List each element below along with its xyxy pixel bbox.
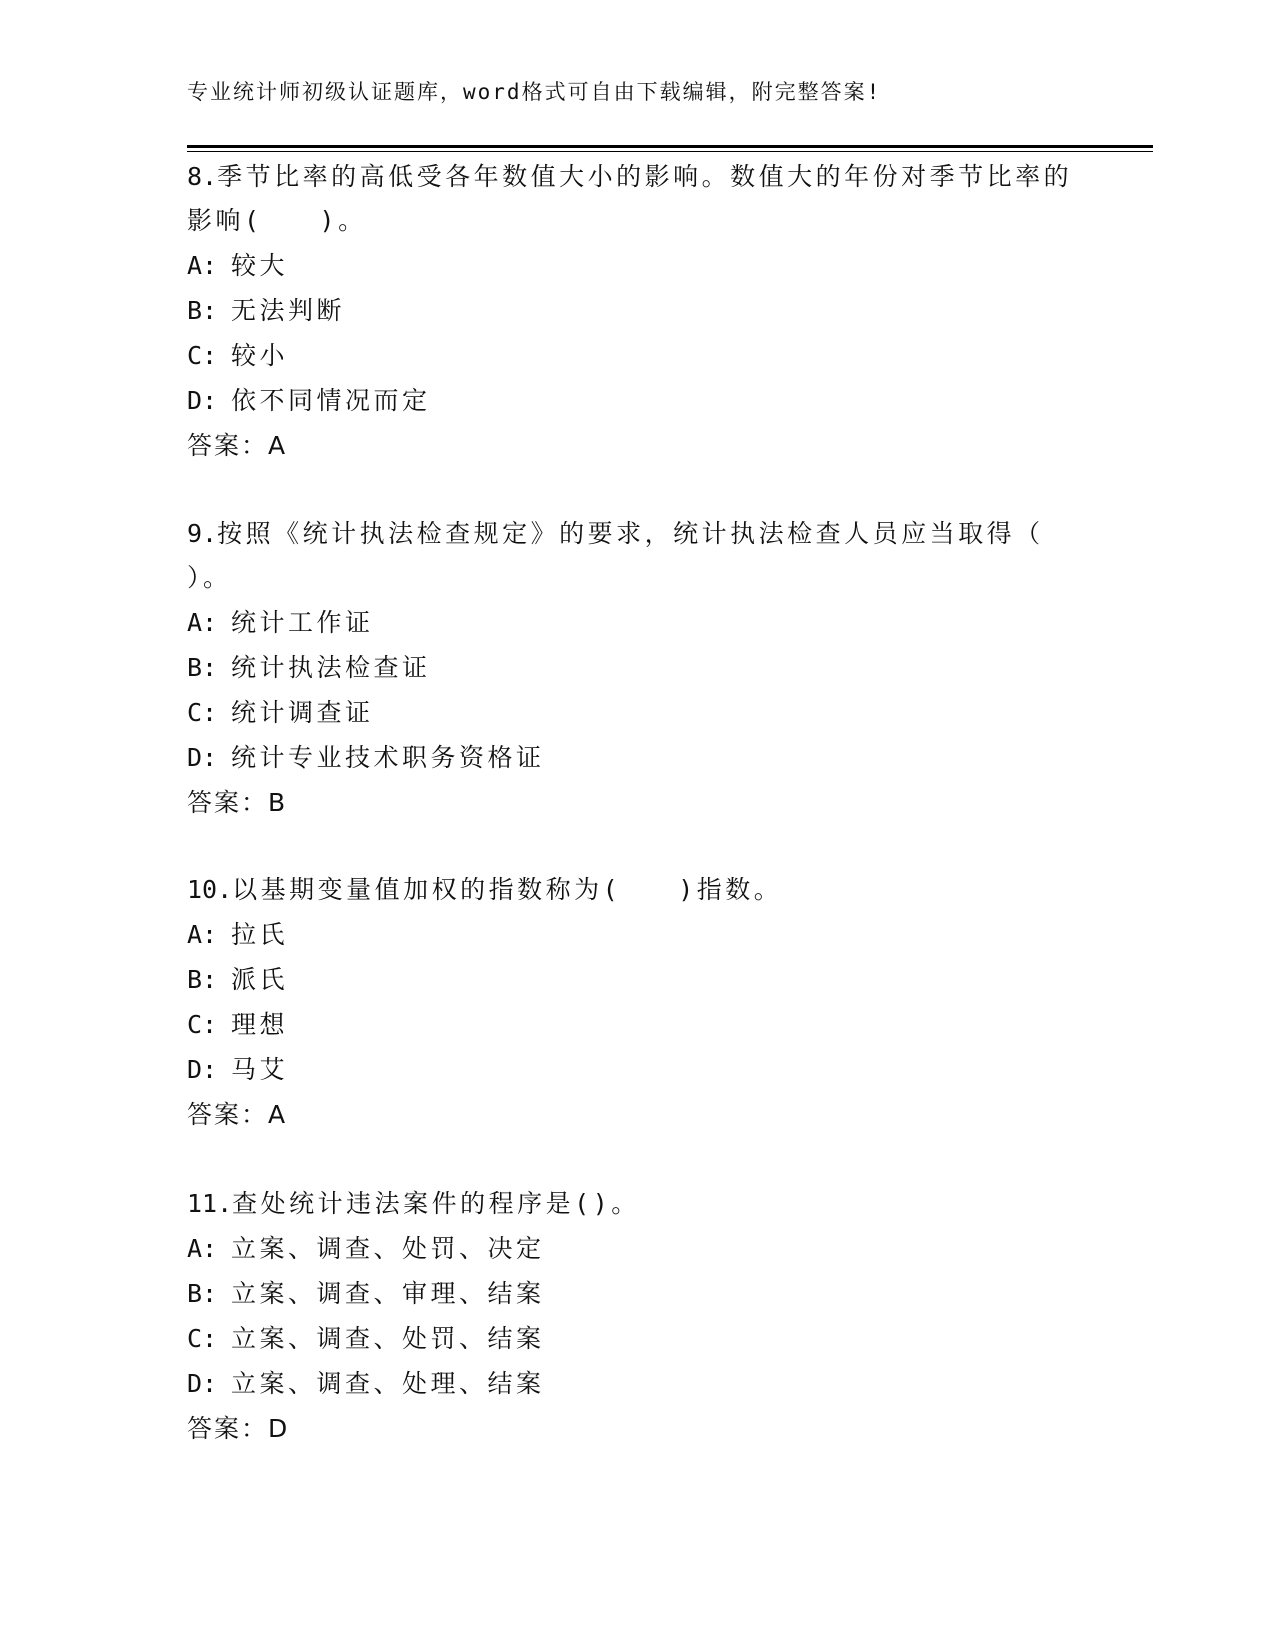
option-text: 较大 [231, 251, 289, 280]
option-text: 理想 [231, 1010, 289, 1039]
answer-line: 答案：D [187, 1414, 290, 1443]
question-number: 9. [187, 519, 218, 548]
question-text: 以基期变量值加权的指数称为( )指数。 [232, 875, 783, 904]
option-text: 统计专业技术职务资格证 [231, 743, 545, 772]
option-key: B: [187, 965, 218, 994]
option-key: C: [187, 1010, 218, 1039]
option-key: B: [187, 1279, 218, 1308]
option-a [187, 600, 1087, 645]
option-text: 拉氏 [231, 920, 289, 949]
option-d [187, 1361, 1087, 1406]
option-key: B: [187, 296, 218, 325]
question-number: 8. [187, 162, 218, 191]
option-key: D: [187, 743, 218, 772]
header-rule-thin [187, 151, 1153, 152]
header-rule-thick [187, 145, 1153, 148]
option-text: 马艾 [231, 1055, 289, 1084]
question-stem [187, 512, 1101, 600]
option-key: D: [187, 386, 218, 415]
option-b [187, 645, 1087, 690]
option-c [187, 690, 1087, 735]
option-text: 统计调查证 [231, 698, 374, 727]
option-key: A: [187, 608, 218, 637]
option-d [187, 1047, 1087, 1092]
option-text: 统计执法检查证 [231, 653, 431, 682]
option-key: C: [187, 341, 218, 370]
option-key: D: [187, 1055, 218, 1084]
question-stem [187, 155, 1087, 243]
answer-line: 答案：B [187, 788, 288, 817]
answer-line: 答案：A [187, 431, 288, 460]
option-key: C: [187, 1324, 218, 1353]
header-note: 专业统计师初级认证题库，word格式可自由下载编辑，附完整答案! [187, 80, 882, 104]
option-text: 无法判断 [231, 296, 346, 325]
option-key: D: [187, 1369, 218, 1398]
option-c [187, 333, 1087, 378]
question-11 [187, 1182, 1087, 1451]
option-text: 统计工作证 [231, 608, 374, 637]
option-text: 立案、调查、处罚、结案 [231, 1324, 545, 1353]
option-key: A: [187, 251, 218, 280]
option-text: 较小 [231, 341, 289, 370]
option-c [187, 1002, 1087, 1047]
question-stem [187, 1182, 1087, 1226]
option-a [187, 1226, 1087, 1271]
question-text: 查处统计违法案件的程序是()。 [232, 1189, 640, 1218]
option-c [187, 1316, 1087, 1361]
option-key: B: [187, 653, 218, 682]
option-text: 派氏 [231, 965, 289, 994]
option-text: 立案、调查、处罚、决定 [231, 1234, 545, 1263]
option-b [187, 288, 1087, 333]
option-key: C: [187, 698, 218, 727]
option-text: 立案、调查、审理、结案 [231, 1279, 545, 1308]
question-8 [187, 155, 1087, 468]
option-text: 立案、调查、处理、结案 [231, 1369, 545, 1398]
answer-line: 答案：A [187, 1100, 288, 1129]
option-a [187, 243, 1087, 288]
option-a [187, 912, 1087, 957]
option-d [187, 378, 1087, 423]
question-text: 按照《统计执法检查规定》的要求，统计执法检查人员应当取得（ ）。 [187, 519, 1101, 592]
option-key: A: [187, 920, 218, 949]
option-text: 依不同情况而定 [231, 386, 431, 415]
option-d [187, 735, 1087, 780]
option-b [187, 957, 1087, 1002]
question-9 [187, 512, 1101, 825]
option-key: A: [187, 1234, 218, 1263]
option-b [187, 1271, 1087, 1316]
question-number: 11. [187, 1189, 233, 1218]
question-stem [187, 868, 1087, 912]
question-text: 季节比率的高低受各年数值大小的影响。数值大的年份对季节比率的影响( )。 [187, 162, 1073, 235]
question-10 [187, 868, 1087, 1137]
question-number: 10. [187, 875, 233, 904]
